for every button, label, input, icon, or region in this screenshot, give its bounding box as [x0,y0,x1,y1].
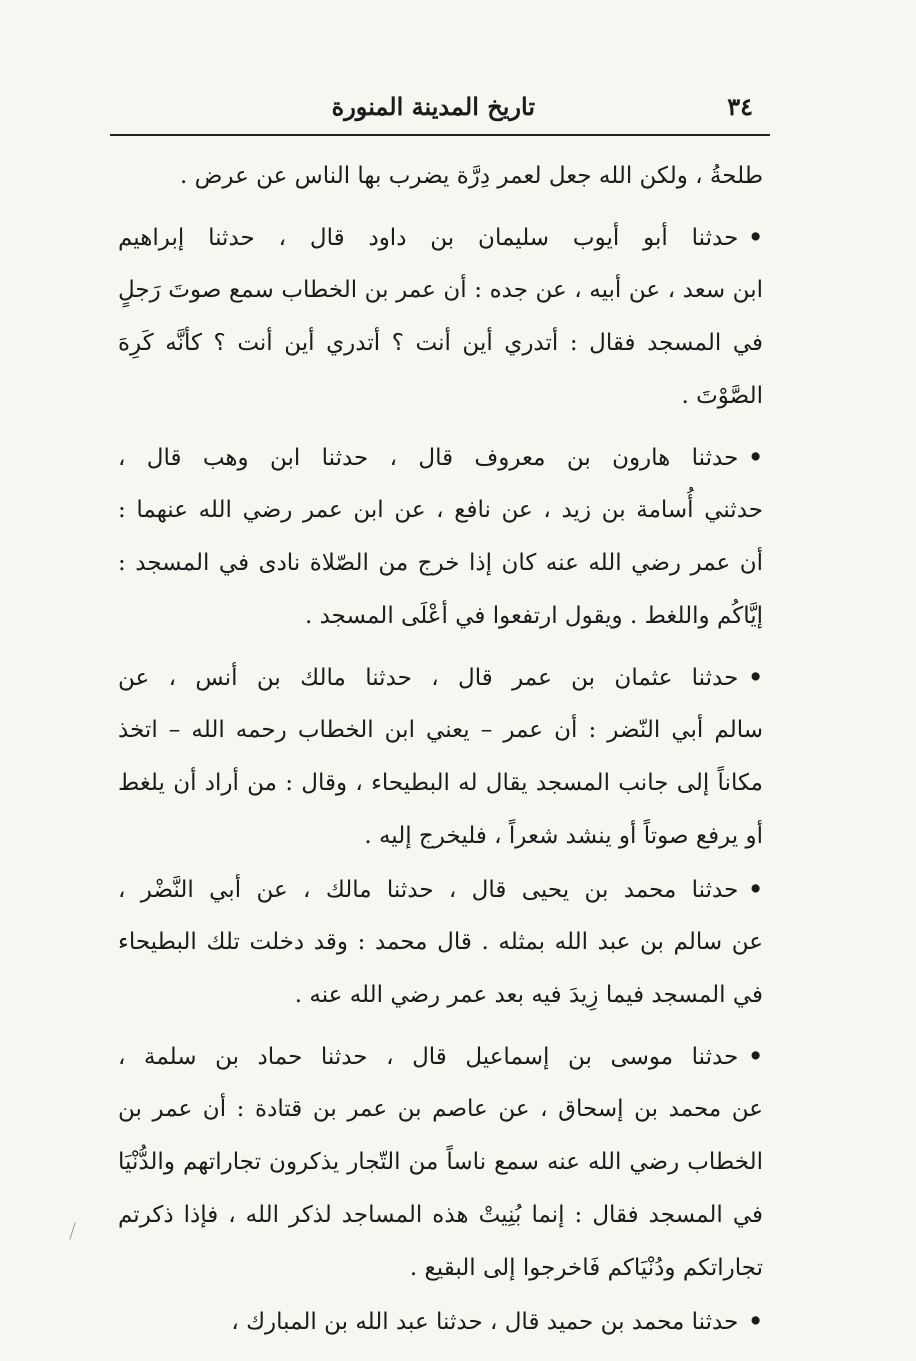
text-line: سالم أبي النّضر : أن عمر – يعني ابن الخطاب رحمه الله – اتخذ [118,717,763,743]
text-line: الصَّوْتَ . [681,383,763,409]
margin-pencil-mark [69,1222,76,1239]
text-line-content: حدثنا موسى بن إسماعيل قال ، حدثنا حماد بن سلمة ، [118,1044,739,1070]
bullet-mark: • [748,1308,763,1335]
text-line: عن محمد بن إسحاق ، عن عاصم بن عمر بن قتادة : أن عمر بن [118,1096,763,1122]
text-line: طلحةُ ، ولكن الله جعل لعمر دِرَّة يضرب بها الناس عن عرض . [179,163,763,189]
text-line: مكاناً إلى جانب المسجد يقال له البطيحاء ، وقال : من أراد أن يلغط [118,770,763,796]
text-line: في المسجد فقال : أتدري أين أنت ؟ أتدري أين أنت ؟ كأنَّه كَرِهَ [118,330,763,356]
text-line [118,863,763,916]
bullet-mark: • [748,876,763,903]
text-line: إيَّاكُم واللغط . ويقول ارتفعوا في أعْلَى المسجد . [304,603,763,629]
page-number: ٣٤ [727,92,753,121]
text-line: الخطاب رضي الله عنه سمع ناساً من التّجار يذكرون تجاراتهم والدُّنْيَا [118,1149,763,1175]
text-line-content: حدثنا محمد بن حميد قال ، حدثنا عبد الله بن المبارك ، [231,1309,739,1335]
text-line: في المسجد فقال : إنما بُنِيتْ هذه المساجد لذكر الله ، فإذا ذكرتم [118,1202,763,1228]
paragraph-gap [118,1022,763,1030]
text-line: عن سالم بن عبد الله بمثله . قال محمد : وقد دخلت تلك البطيحاء [118,929,763,955]
text-line [118,1295,763,1348]
text-line [118,211,763,264]
page-body [118,150,763,1348]
text-line: تجاراتكم ودُنْيَاكم فَاخرجوا إلى البقيع . [409,1255,763,1281]
running-title: تاريخ المدينة المنورة [331,92,535,121]
text-line [118,431,763,484]
text-line-content: حدثنا هارون بن معروف قال ، حدثنا ابن وهب قال ، [118,445,739,471]
text-line: ابن سعد ، عن أبيه ، عن جده : أن عمر بن الخطاب سمع صوتَ رَجلٍ [118,277,763,303]
text-line: حدثني أُسامة بن زيد ، عن نافع ، عن ابن عمر رضي الله عنهما : [118,497,763,523]
bullet-mark: • [748,664,763,691]
text-line [118,1030,763,1083]
bullet-mark: • [748,224,763,251]
bullet-mark: • [748,1043,763,1070]
text-line-content: حدثنا أبو أيوب سليمان بن داود قال ، حدثنا إبراهيم [118,225,739,251]
text-line: في المسجد فيما زِيدَ فيه بعد عمر رضي الله عنه . [294,982,763,1008]
text-line-content: حدثنا محمد بن يحيى قال ، حدثنا مالك ، عن أبي النَّضْر ، [118,877,739,903]
paragraph-gap [118,423,763,431]
text-line-content: حدثنا عثمان بن عمر قال ، حدثنا مالك بن أنس ، عن [118,665,739,691]
paragraph-gap [118,203,763,211]
page-header [110,88,765,138]
text-line [118,651,763,704]
paragraph-gap [118,643,763,651]
bullet-mark: • [748,444,763,471]
text-line: أو يرفع صوتاً أو ينشد شعراً ، فليخرج إليه . [364,823,763,849]
text-line: أن عمر رضي الله عنه كان إذا خرج من الصّلاة نادى في المسجد : [118,550,763,576]
header-divider [110,134,770,136]
